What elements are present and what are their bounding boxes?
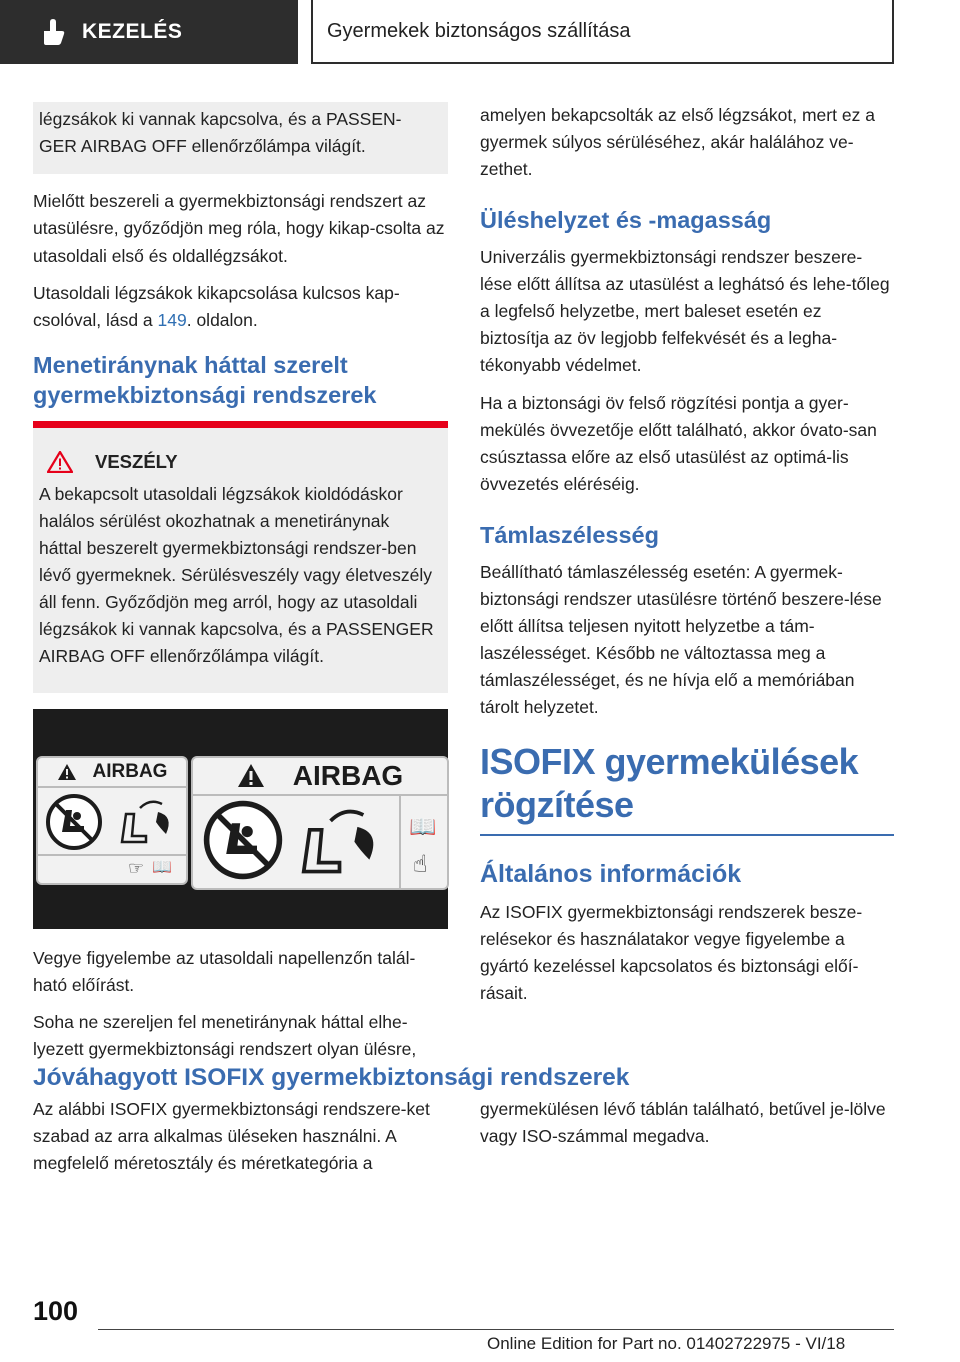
- right-column: [480, 102, 894, 1017]
- heading-rule: [480, 834, 894, 836]
- paragraph-text: . oldalon.: [186, 309, 258, 330]
- label-footer-icons: [38, 857, 186, 881]
- no-rear-facing-seat-icon: [201, 798, 285, 882]
- warning-triangle-icon: [237, 763, 265, 788]
- airbag-label-photo: [33, 709, 448, 929]
- chapter-heading: ISOFIX gyermekülések rögzítése: [480, 741, 859, 825]
- footer-divider: [98, 1329, 894, 1330]
- section-heading: Menetiránynak háttal szerelt gyermekbiztonsági rendszerek: [33, 351, 377, 409]
- paragraph: Vegye figyelembe az utasoldali napellenzőn talál-ható előírást.: [33, 947, 416, 995]
- paragraph: [33, 280, 448, 334]
- bottom-right-text: [480, 1096, 894, 1160]
- paragraph: Beállítható támlaszélesség esetén: A gyermek-biztonsági rendszer utasülésre történő beszere-lése előtt állítsa teljesen nyitott helyzetbe a tám-laszélességet. Később ne változtassa meg a támlaszélességet, és ne hívja elő a memóriában tárolt helyzetet.: [480, 561, 882, 718]
- danger-box: [33, 421, 448, 693]
- airbag-deploy-icon: [293, 800, 389, 882]
- airbag-deploy-icon: [116, 794, 178, 849]
- warning-triangle-icon: [47, 451, 73, 473]
- section-heading: Általános információk: [480, 860, 742, 889]
- danger-header: [39, 448, 434, 477]
- page-link[interactable]: 149: [157, 309, 187, 330]
- airbag-label-text: AIRBAG: [292, 759, 404, 791]
- manual-book-icon: 📖: [152, 859, 172, 877]
- no-rear-facing-seat-icon: [44, 792, 104, 852]
- paragraph: gyermekülésen lévő táblán található, betűvel je-lölve vagy ISO-számmal megadva.: [480, 1099, 886, 1147]
- page-number: 100: [33, 1296, 79, 1326]
- edition-text: Online Edition for Part no. 01402722975 - VI/18: [487, 1334, 846, 1353]
- paragraph: Soha ne szereljen fel menetiránynak háttal elhe-lyezett gyermekbiztonsági rendszert olyan ülésre,: [33, 1011, 417, 1059]
- manual-book-icon: 📖: [409, 813, 437, 839]
- chapter-tab[interactable]: [0, 0, 298, 64]
- left-column: [33, 102, 448, 1073]
- notice-box: [33, 102, 448, 174]
- paragraph-text: Utasoldali légzsákok kikapcsolása kulcsos kap-csolóval, lásd a: [33, 282, 400, 330]
- pointing-hand-icon: ☝: [413, 850, 428, 878]
- pointing-hand-icon: [38, 17, 68, 47]
- danger-title: VESZÉLY: [95, 450, 178, 472]
- paragraph: Ha a biztonsági öv felső rögzítési pontja a gyer-mekülés övvezetője előtt található, akkor óvato-san csúsztassa előre az első utasülést az optimá-lis övvezetés eléréséig.: [480, 392, 877, 494]
- bottom-left-text: [33, 1096, 453, 1187]
- section-title-text: Gyermekek biztonságos szállítása: [327, 19, 631, 42]
- warning-triangle-icon: [57, 763, 77, 781]
- section-heading: Támlaszélesség: [480, 522, 659, 549]
- airbag-warning-label-large: [191, 756, 449, 890]
- section-heading: Üléshelyzet és -magasság: [480, 207, 772, 234]
- paragraph: Az alábbi ISOFIX gyermekbiztonsági rendszere-ket szabad az arra alkalmas üléseken használni. A megfelelő méretosztály és méretkategória a: [33, 1099, 430, 1174]
- airbag-label-text: AIRBAG: [92, 760, 168, 782]
- label-header: [38, 758, 186, 788]
- paragraph: Mielőtt beszereli a gyermekbiztonsági rendszert az utasülésre, győződjön meg róla, hogy kikap-csolta az utasoldali első és oldallégzsákot.: [33, 191, 445, 266]
- section-heading: Jóváhagyott ISOFIX gyermekbiztonsági rendszerek: [33, 1064, 630, 1091]
- section-title: [311, 0, 894, 64]
- paragraph: Univerzális gyermekbiztonsági rendszer beszere-lése előtt állítsa az utasülést a leghátsó és lehe-tőleg a legfelső helyzetbe, mert baleset esetén ez biztosítja az öv legjobb felfekvését és a legha-tékonyabb védelmet.: [480, 246, 890, 376]
- paragraph: amelyen bekapcsolták az első légzsákot, mert ez a gyermek súlyos sérüléséhez, akár halálához ve-zethet.: [480, 105, 875, 180]
- label-side-divider: [399, 796, 401, 888]
- chapter-label: KEZELÉS: [82, 20, 183, 43]
- notice-text: légzsákok ki vannak kapcsolva, és a PASSEN-GER AIRBAG OFF ellenőrzőlámpa világít.: [39, 109, 402, 157]
- pointing-hand-icon: ☞: [127, 857, 145, 878]
- label-header: [193, 758, 447, 796]
- airbag-warning-label-small: [36, 756, 188, 885]
- danger-text: A bekapcsolt utasoldali légzsákok kioldódáskor halálos sérülést okozhatnak a menetiránynak háttal beszerelt gyermekbiztonsági rendszer-ben lévő gyermeknek. Sérülésveszély vagy életveszély áll fenn. Győződjön meg arról, hogy az utasoldali légzsákok ki vannak kapcsolva, és a PASSENGER AIRBAG OFF ellenőrzőlámpa világít.: [39, 483, 434, 667]
- paragraph: Az ISOFIX gyermekbiztonsági rendszerek besze-relésekor és használatakor vegye figyelembe a gyártó kezeléssel kapcsolatos és biztonsági előí-rásait.: [480, 901, 863, 1004]
